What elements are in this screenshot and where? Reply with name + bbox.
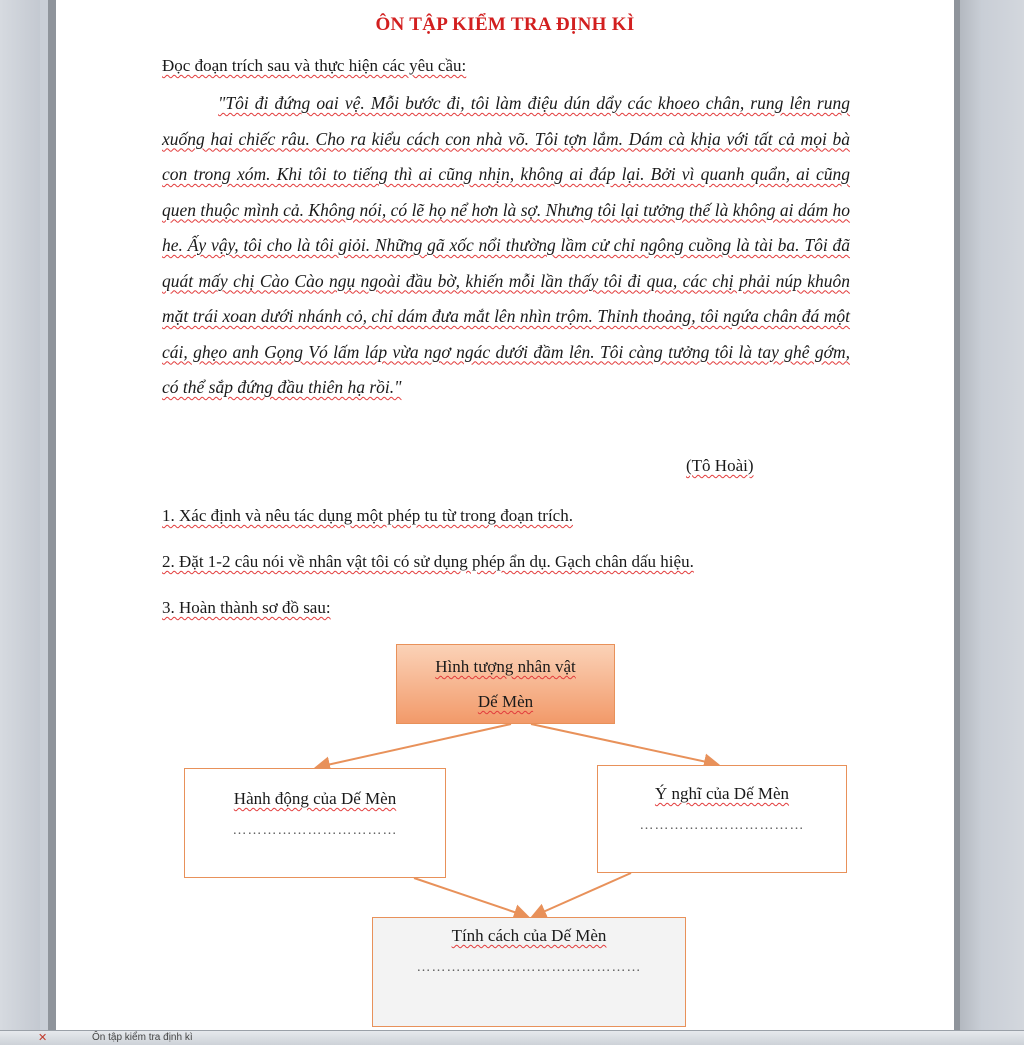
- diagram-center-box: [396, 644, 615, 724]
- arrow-right-to-bottom: [534, 873, 631, 916]
- document-title: ÔN TẬP KIỂM TRA ĐỊNH KÌ: [375, 14, 635, 35]
- center-line-1: Hình tượng nhân vật: [435, 657, 576, 676]
- taskbar: [0, 1030, 1024, 1045]
- question-2: 2. Đặt 1-2 câu nói về nhân vật tôi có sử dụng phép ẩn dụ. Gạch chân dấu hiệu.: [162, 552, 694, 571]
- window-left-margin: [0, 0, 40, 1030]
- instruction-text: Đọc đoạn trích sau và thực hiện các yêu cầu:: [162, 56, 467, 75]
- document-icon[interactable]: ✕: [38, 1032, 48, 1044]
- arrow-center-to-right: [531, 724, 716, 764]
- question-1: 1. Xác định và nêu tác dụng một phép tu từ trong đoạn trích.: [162, 506, 573, 525]
- arrow-center-to-left: [318, 724, 511, 767]
- arrow-left-to-bottom: [414, 878, 526, 916]
- actions-label: Hành động của Dế Mèn: [233, 789, 397, 808]
- document-page: [56, 0, 954, 1030]
- personality-label: Tính cách của Dế Mèn: [451, 926, 607, 945]
- author-credit: (Tô Hoài): [686, 456, 754, 475]
- center-line-2: Dế Mèn: [477, 692, 534, 711]
- diagram-actions-box: [184, 768, 446, 878]
- taskbar-tab-label[interactable]: Ôn tập kiểm tra định kì: [92, 1032, 193, 1043]
- window-right-scroll-area[interactable]: [954, 0, 1024, 1030]
- passage-text: "Tôi đi đứng oai vệ. Mỗi bước đi, tôi làm điệu dún dẩy các khoeo chân, rung lên rung xuống hai chiếc râu. Cho ra kiểu cách con nhà võ. Tôi tợn lắm. Dám cà khịa với tất cả mọi bà con trong xóm. Khi tôi to tiếng thì ai cũng nhịn, không ai đáp lại. Bởi vì quanh quẩn, ai cũng quen thuộc mình cả. Không nói, có lẽ họ nể hơn là sợ. Nhưng tôi lại tưởng thế là không ai dám ho he. Ấy vậy, tôi cho là tôi giỏi. Những gã xốc nổi thường lầm cử chỉ ngông cuồng là tài ba. Tôi đã quát mấy chị Cào Cào ngụ ngoài đầu bờ, khiến mỗi lần thấy tôi đi qua, các chị phải núp khuôn mặt trái xoan dưới nhánh cỏ, chỉ dám đưa mắt lên nhìn trộm. Thỉnh thoảng, tôi ngứa chân đá một cái, ghẹo anh Gọng Vó lấm láp vừa ngơ ngác dưới đầm lên. Tôi càng tưởng tôi là tay ghê gớm, có thể sắp đứng đầu thiên hạ rồi.": [162, 93, 850, 397]
- diagram-thoughts-box: [597, 765, 847, 873]
- actions-dots: ……………………………: [232, 823, 398, 838]
- diagram-personality-box: [372, 917, 686, 1027]
- thoughts-dots: ……………………………: [639, 818, 805, 833]
- personality-dots: ………………………………………: [416, 960, 642, 975]
- question-3: 3. Hoàn thành sơ đồ sau:: [162, 598, 331, 617]
- thoughts-label: Ý nghĩ của Dế Mèn: [654, 784, 790, 803]
